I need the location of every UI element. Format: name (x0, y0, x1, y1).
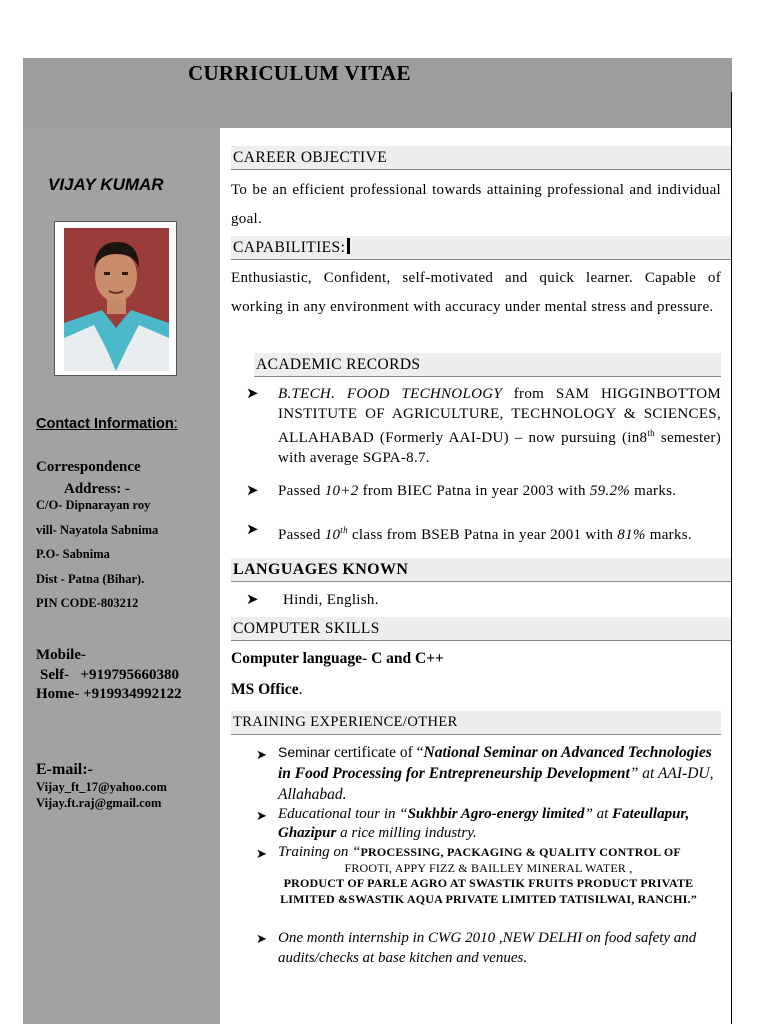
address-line: Dist - Patna (Bihar). (36, 571, 145, 586)
arrow-bullet-icon: ➤ (246, 592, 259, 608)
portrait-image (64, 228, 169, 371)
capabilities-text: Enthusiastic, Confident, self-motivated and quick learner. Capable of working in any environment with accuracy under mental stress and pressure. (231, 270, 721, 315)
address-block (36, 498, 158, 621)
training-item: ➤ Seminar certificate of “National Seminar on Advanced Technologies in Food Processing for Entrepreneurship Development” at AAI-DU, Allahabad. (256, 744, 714, 803)
address-line: PIN CODE-803212 (36, 596, 139, 610)
arrow-bullet-icon: ➤ (246, 522, 259, 538)
address-line: P.O- Sabnima (36, 547, 110, 561)
arrow-bullet-icon: ➤ (256, 931, 267, 946)
arrow-bullet-icon: ➤ (256, 808, 267, 823)
arrow-bullet-icon: ➤ (256, 747, 267, 762)
mobile-label: Mobile- (36, 647, 86, 663)
text-cursor (347, 238, 350, 254)
arrow-bullet-icon: ➤ (256, 846, 267, 861)
correspondence-heading: Correspondence Address: - (36, 459, 141, 497)
ms-office: MS Office. (231, 681, 303, 698)
email-address: Vijay.ft.raj@gmail.com (36, 796, 162, 810)
right-border-line (731, 92, 732, 1024)
academic-item: ➤ Passed 10th class from BSEB Patna in year 2001 with 81% marks. (246, 522, 692, 543)
profile-photo (54, 221, 177, 376)
training-item: ➤ Educational tour in “Sukhbir Agro-energy limited” at Fateullapur, Ghazipur a rice milling industry. (256, 806, 690, 841)
section-capabilities: CAPABILITIES: (231, 236, 731, 260)
mobile-home: Home- +919934992122 (36, 686, 182, 702)
mobile-block (36, 646, 182, 705)
document-title: CURRICULUM VITAE (188, 61, 411, 85)
contact-info-heading: Contact Information: (36, 416, 178, 432)
section-career-objective: CAREER OBJECTIVE (231, 146, 731, 170)
email-address: Vijay_ft_17@yahoo.com (36, 780, 167, 794)
arrow-bullet-icon: ➤ (246, 483, 259, 499)
academic-item: ➤ Passed 10+2 from BIEC Patna in year 2003 with 59.2% marks. (246, 482, 721, 502)
header-band (23, 58, 732, 128)
training-item: ➤ Training on “PROCESSING, PACKAGING & QUALITY CONTROL OF FROOTI, APPY FIZZ & BAILLEY MINERAL WATER , PRODUCT OF PARLE AGRO AT SWASTIK FRUITS PRODUCT PRIVATE LIMITED &SWASTIK AQUA PRIVATE LIMITED TATISILWAI, RANCHI.” (256, 844, 697, 906)
arrow-bullet-icon: ➤ (246, 386, 259, 402)
candidate-name: VIJAY KUMAR (48, 175, 164, 194)
training-item: ➤ One month internship in CWG 2010 ,NEW DELHI on food safety and audits/checks at base kitchen and venues. (256, 930, 697, 966)
section-academic-records: ACADEMIC RECORDS (254, 353, 721, 377)
section-training: TRAINING EXPERIENCE/OTHER (231, 711, 721, 735)
computer-language: Computer language- C and C++ (231, 650, 444, 667)
section-computer-skills: COMPUTER SKILLS (231, 617, 731, 641)
address-line: C/O- Dipnarayan roy (36, 498, 151, 512)
section-languages: LANGUAGES KNOWN (231, 558, 731, 582)
email-block (36, 761, 167, 811)
academic-item: ➤ B.TECH. FOOD TECHNOLOGY from SAM HIGGINBOTTOM INSTITUTE OF AGRICULTURE, TECHNOLOGY & SCIENCES, ALLAHABAD (Formerly AAI-DU) – now pursuing (in8th semester) with average SGPA-8.7. (246, 386, 721, 466)
email-label: E-mail:- (36, 761, 93, 778)
career-objective-text: To be an efficient professional towards attaining professional and individual goal. (231, 182, 721, 227)
languages-item: ➤ Hindi, English. (246, 591, 721, 611)
address-line: vill- Nayatola Sabnima (36, 522, 159, 537)
mobile-self: Self- +919795660380 (40, 666, 179, 683)
